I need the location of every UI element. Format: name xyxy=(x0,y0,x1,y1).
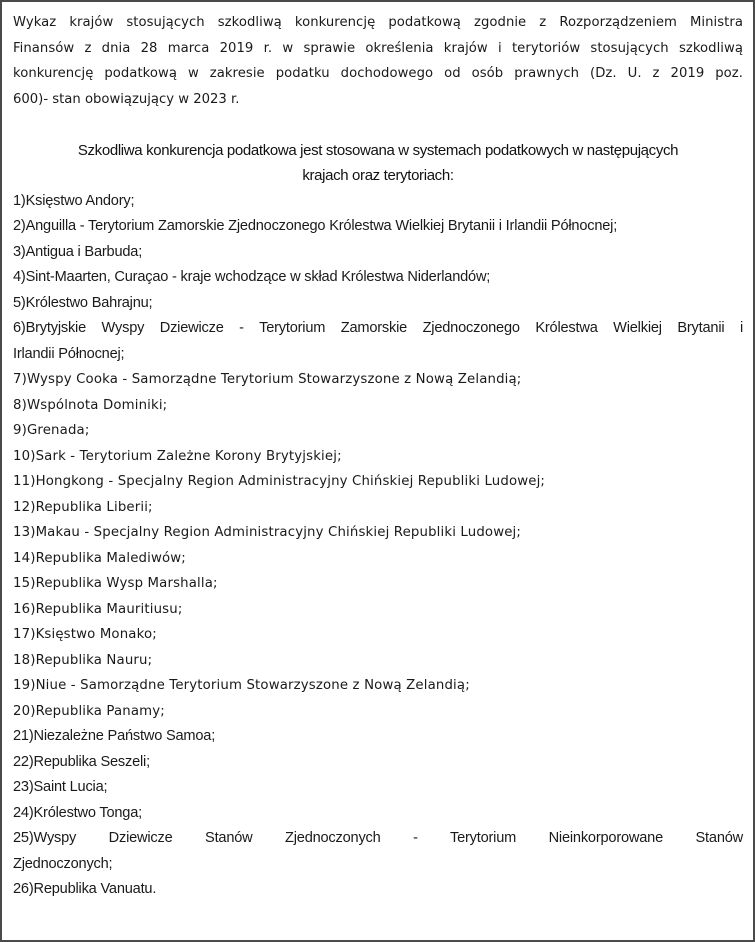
section-heading: krajach oraz terytoriach: xyxy=(302,167,454,184)
list-item: 2)Anguilla - Terytorium Zamorskie Zjednoczonego Królestwa Wielkiej Brytanii i Irlandii Północnej; xyxy=(13,218,618,234)
list-item: 9)Grenada; xyxy=(13,423,90,438)
list-item: 24)Królestwo Tonga; xyxy=(13,804,142,821)
list-item: 1)Księstwo Andory; xyxy=(13,192,135,209)
list-item: 26)Republika Vanuatu. xyxy=(13,881,157,897)
list-item: 21)Niezależne Państwo Samoa; xyxy=(13,728,216,744)
country-list xyxy=(13,189,743,903)
list-item: 3)Antigua i Barbuda; xyxy=(13,243,143,260)
intro-line: konkurencję podatkową w zakresie podatku dochodowego od osób prawnych (Dz. U. z 2019 poz. xyxy=(13,66,743,81)
document-content xyxy=(13,10,743,903)
list-item: 10)Sark - Terytorium Zależne Korony Brytyjskiej; xyxy=(13,448,342,464)
list-item: 8)Wspólnota Dominiki; xyxy=(13,397,168,413)
list-item: 11)Hongkong - Specjalny Region Administracyjny Chińskiej Republiki Ludowej; xyxy=(13,474,546,489)
list-item: 4)Sint-Maarten, Curaçao - kraje wchodzące w skład Królestwa Niderlandów; xyxy=(13,269,491,285)
list-item: 23)Saint Lucia; xyxy=(13,779,108,795)
list-item: 13)Makau - Specjalny Region Administracyjny Chińskiej Republiki Ludowej; xyxy=(13,525,522,540)
list-item: 25)Wyspy Dziewicze Stanów Zjednoczonych - Terytorium Nieinkorporowane Stanów xyxy=(13,830,743,846)
list-item: 19)Niue - Samorządne Terytorium Stowarzyszone z Nową Zelandią; xyxy=(13,678,470,693)
list-item: 17)Księstwo Monako; xyxy=(13,627,157,642)
list-item-continuation: Irlandii Północnej; xyxy=(13,345,125,362)
list-item: 5)Królestwo Bahrajnu; xyxy=(13,294,153,311)
list-item: 16)Republika Mauritiusu; xyxy=(13,601,183,617)
intro-line: Wykaz krajów stosujących szkodliwą konkurencję podatkową zgodnie z Rozporządzeniem Ministra xyxy=(13,15,743,30)
list-item: 20)Republika Panamy; xyxy=(13,703,165,719)
list-item: 12)Republika Liberii; xyxy=(13,499,153,515)
section-heading: Szkodliwa konkurencja podatkowa jest stosowana w systemach podatkowych w następujących xyxy=(77,141,679,159)
intro-line: 600)- stan obowiązujący w 2023 r. xyxy=(13,91,240,107)
list-item: 6)Brytyjskie Wyspy Dziewicze - Terytorium Zamorskie Zjednoczonego Królestwa Wielkiej Brytanii i xyxy=(13,320,743,336)
intro-line: Finansów z dnia 28 marca 2019 r. w sprawie określenia krajów i terytoriów stosujących szkodliwą xyxy=(13,40,743,56)
list-item-continuation: Zjednoczonych; xyxy=(13,855,113,872)
blank-line xyxy=(13,112,743,138)
list-item: 14)Republika Malediwów; xyxy=(13,550,186,566)
list-item: 7)Wyspy Cooka - Samorządne Terytorium Stowarzyszone z Nową Zelandią; xyxy=(13,372,522,387)
list-item: 22)Republika Seszeli; xyxy=(13,753,150,770)
list-item: 15)Republika Wysp Marshalla; xyxy=(13,576,218,591)
list-item: 18)Republika Nauru; xyxy=(13,652,153,668)
